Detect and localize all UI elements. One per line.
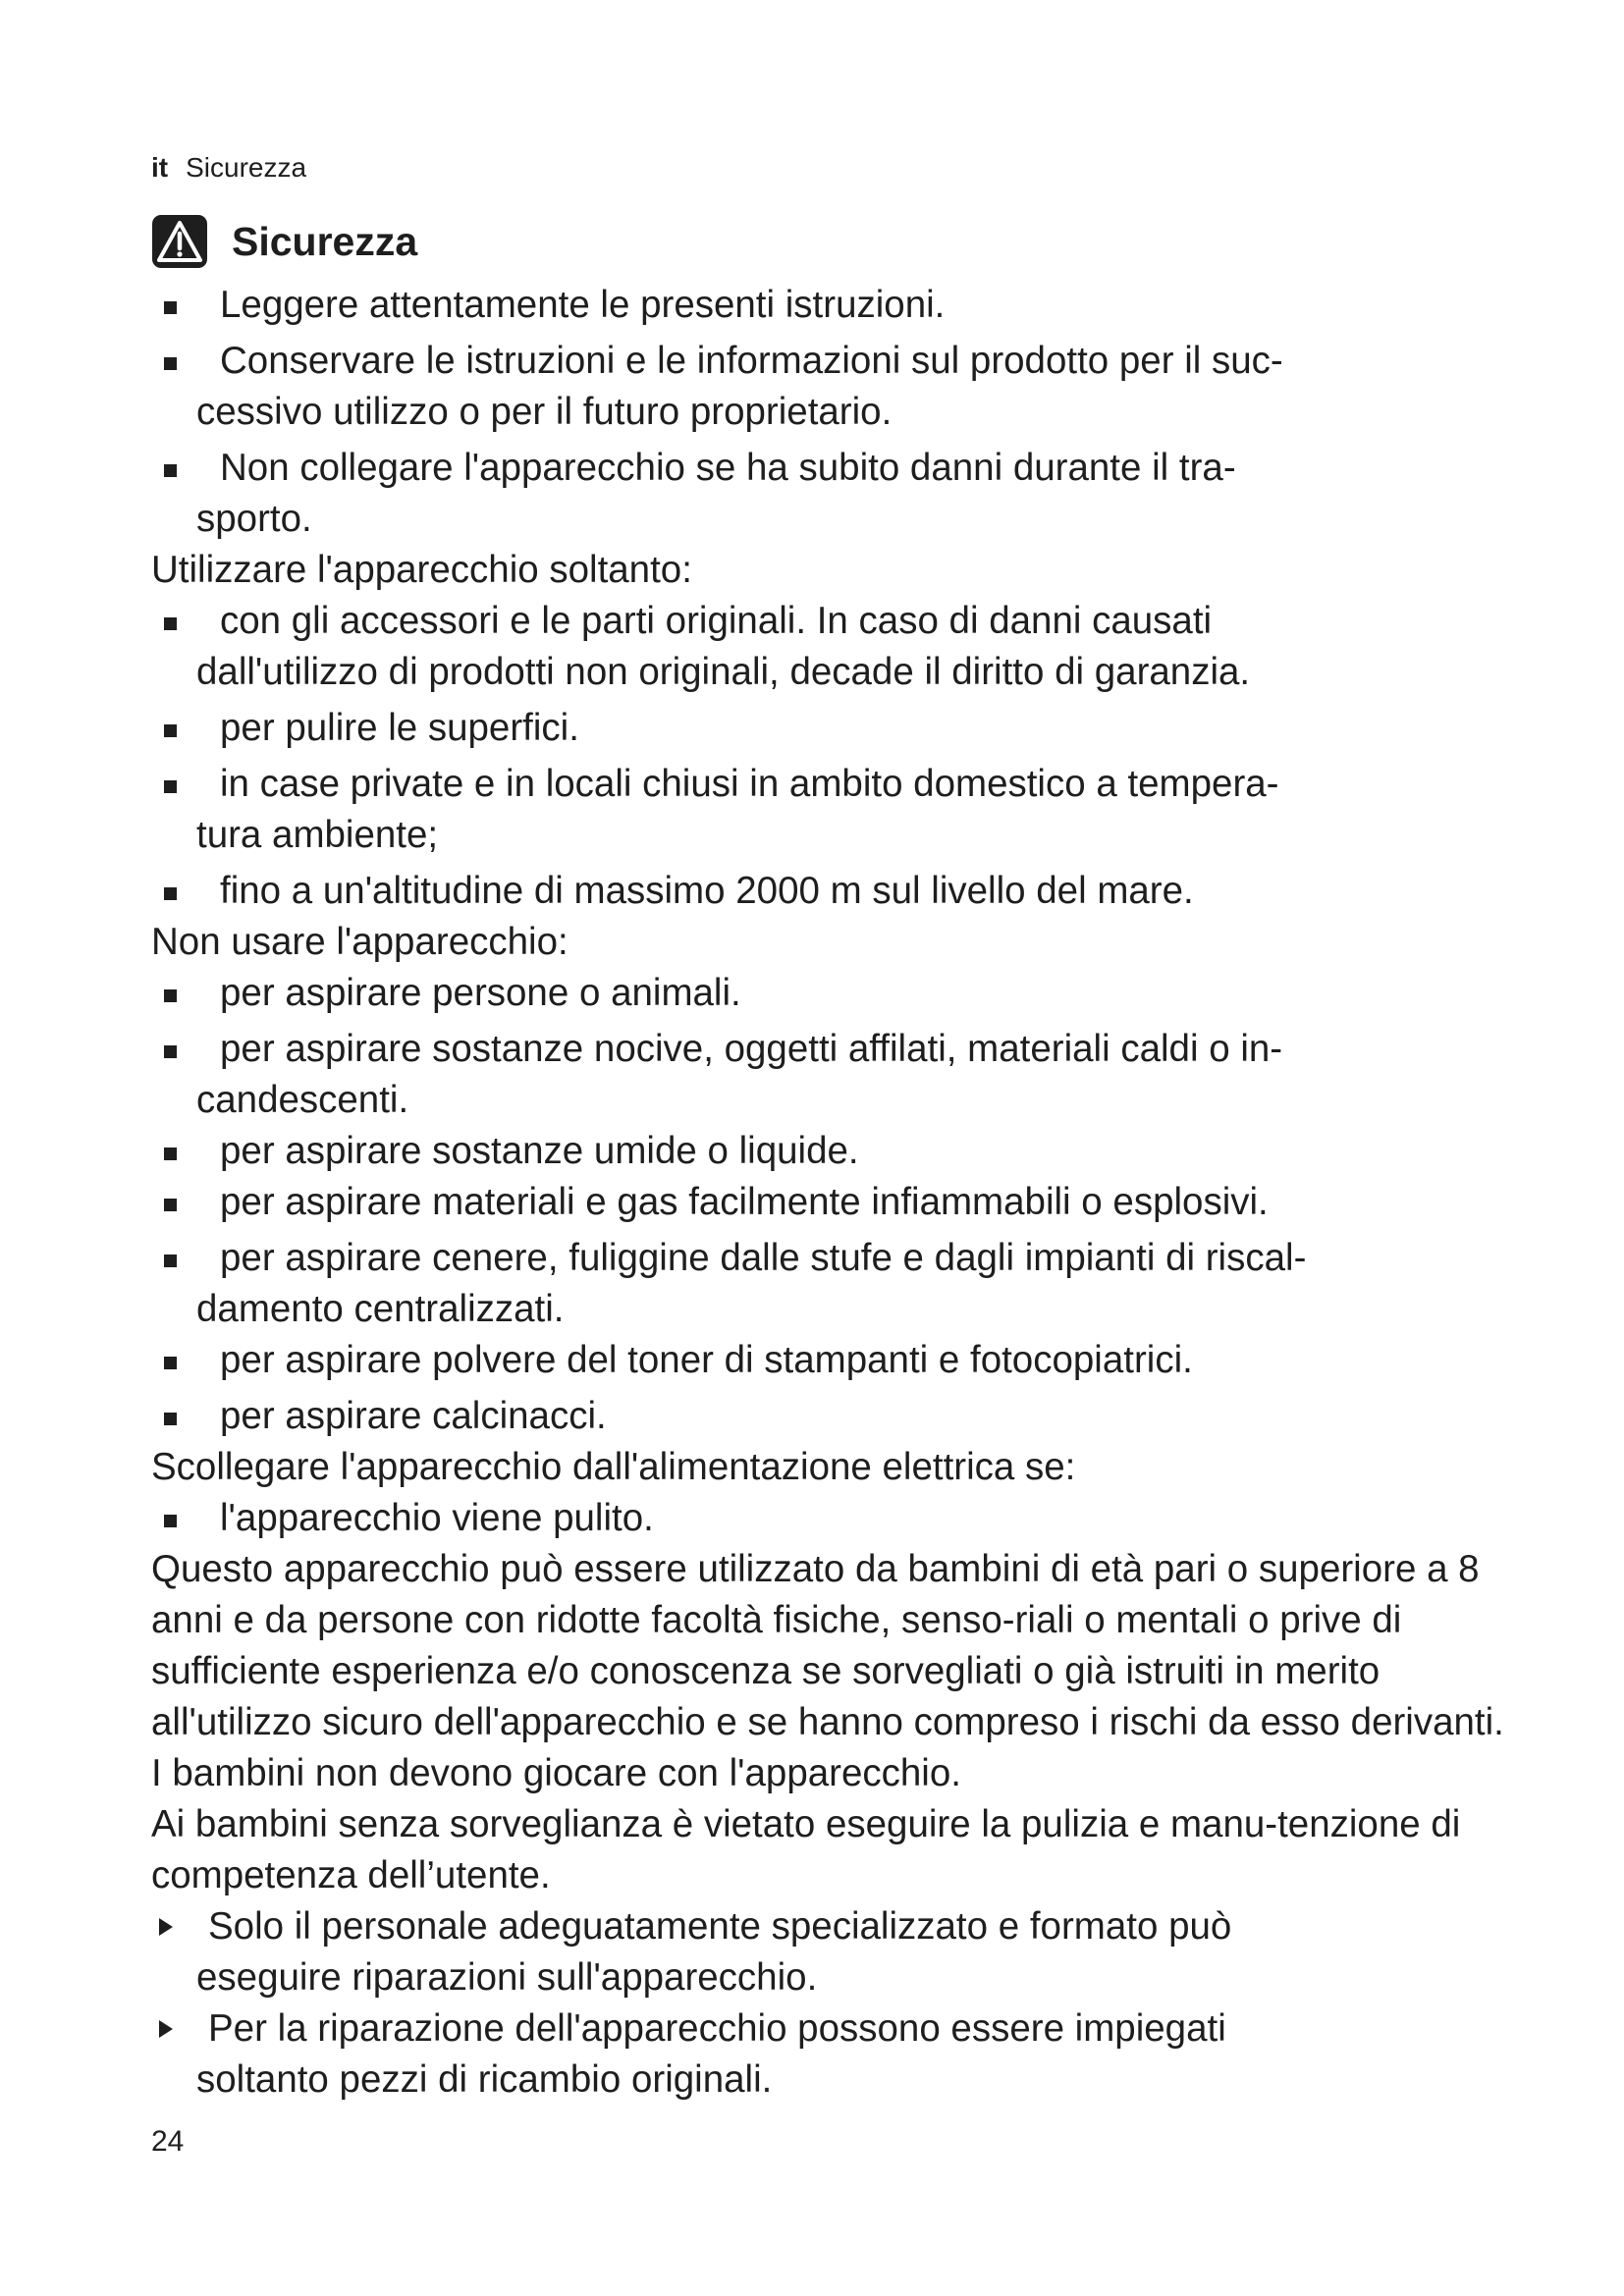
warning-icon [151, 214, 208, 269]
list-item: Non collegare l'apparecchio se ha subito danni durante il tra- sporto. [151, 443, 1536, 545]
bullet-square-icon [164, 989, 177, 1002]
bullet-square-icon [164, 1515, 177, 1527]
bullet-square-icon [164, 617, 177, 630]
intro-list [151, 280, 1536, 545]
bullet-square-icon [164, 1148, 177, 1160]
list-item: Conservare le istruzioni e le informazioni sul prodotto per il suc- cessivo utilizzo o per il futuro proprietario. [151, 336, 1536, 438]
list-item: in case private e in locali chiusi in ambito domestico a tempera- tura ambiente; [151, 759, 1536, 861]
list-item: per aspirare sostanze umide o liquide. [151, 1126, 1536, 1177]
language-code: it [151, 152, 169, 183]
list-item: per aspirare materiali e gas facilmente infiammabili o esplosivi. [151, 1177, 1536, 1228]
bullet-square-icon [164, 464, 177, 477]
use-only-list [151, 596, 1536, 917]
running-header-section: Sicurezza [186, 152, 307, 183]
list-item: per aspirare cenere, fuliggine dalle stufe e dagli impianti di riscal- damento centralizzati. [151, 1233, 1536, 1335]
list-item: l'apparecchio viene pulito. [151, 1493, 1536, 1544]
bullet-square-icon [164, 301, 177, 314]
bullet-square-icon [164, 357, 177, 370]
bullet-square-icon [164, 1255, 177, 1267]
list-item: Solo il personale adeguatamente specializzato e formato può eseguire riparazioni sull'apparecchio. [151, 1901, 1536, 2003]
children-paragraph: Ai bambini senza sorveglianza è vietato eseguire la pulizia e manu-tenzione di competenza dell’utente. [151, 1803, 1461, 1896]
disconnect-list [151, 1493, 1536, 1544]
arrow-right-icon [159, 1918, 173, 1936]
disconnect-heading: Scollegare l'apparecchio dall'alimentazione elettrica se: [151, 1446, 1076, 1488]
bullet-square-icon [164, 1357, 177, 1369]
list-item: per aspirare persone o animali. [151, 968, 1536, 1019]
children-paragraph: I bambini non devono giocare con l'apparecchio. [151, 1752, 961, 1794]
do-not-use-heading: Non usare l'apparecchio: [151, 921, 568, 963]
running-header [151, 149, 306, 187]
bullet-square-icon [164, 780, 177, 793]
safety-content [151, 280, 1536, 2106]
bullet-square-icon [164, 1045, 177, 1058]
list-item: Leggere attentamente le presenti istruzioni. [151, 280, 1536, 331]
section-title: Sicurezza [232, 219, 418, 264]
arrow-right-icon [159, 2020, 173, 2038]
children-paragraph: Questo apparecchio può essere utilizzato da bambini di età pari o superiore a 8 anni e da persone con ridotte facoltà fisiche, senso-riali o mentali o prive di sufficiente esperienza e/o conoscenza se sorvegliati o già istruiti in merito all'utilizzo sicuro dell'apparecchio e se hanno compreso i rischi da esso derivanti. [151, 1548, 1504, 1743]
list-item: per aspirare sostanze nocive, oggetti affilati, materiali caldi o in- candescenti. [151, 1024, 1536, 1126]
bullet-square-icon [164, 887, 177, 900]
list-item: fino a un'altitudine di massimo 2000 m sul livello del mare. [151, 866, 1536, 917]
repair-list [151, 1901, 1536, 2106]
bullet-square-icon [164, 1199, 177, 1211]
page-number: 24 [151, 2125, 185, 2158]
list-item: per aspirare calcinacci. [151, 1391, 1536, 1442]
section-heading [151, 214, 417, 269]
bullet-square-icon [164, 1413, 177, 1425]
bullet-square-icon [164, 724, 177, 737]
use-only-heading: Utilizzare l'apparecchio soltanto: [151, 549, 692, 591]
list-item: per pulire le superfici. [151, 703, 1536, 754]
list-item: Per la riparazione dell'apparecchio possono essere impiegati soltanto pezzi di ricambio originali. [151, 2003, 1536, 2106]
list-item: per aspirare polvere del toner di stampanti e fotocopiatrici. [151, 1335, 1536, 1386]
do-not-use-list [151, 968, 1536, 1442]
list-item: con gli accessori e le parti originali. In caso di danni causati dall'utilizzo di prodotti non originali, decade il diritto di garanzia. [151, 596, 1536, 698]
